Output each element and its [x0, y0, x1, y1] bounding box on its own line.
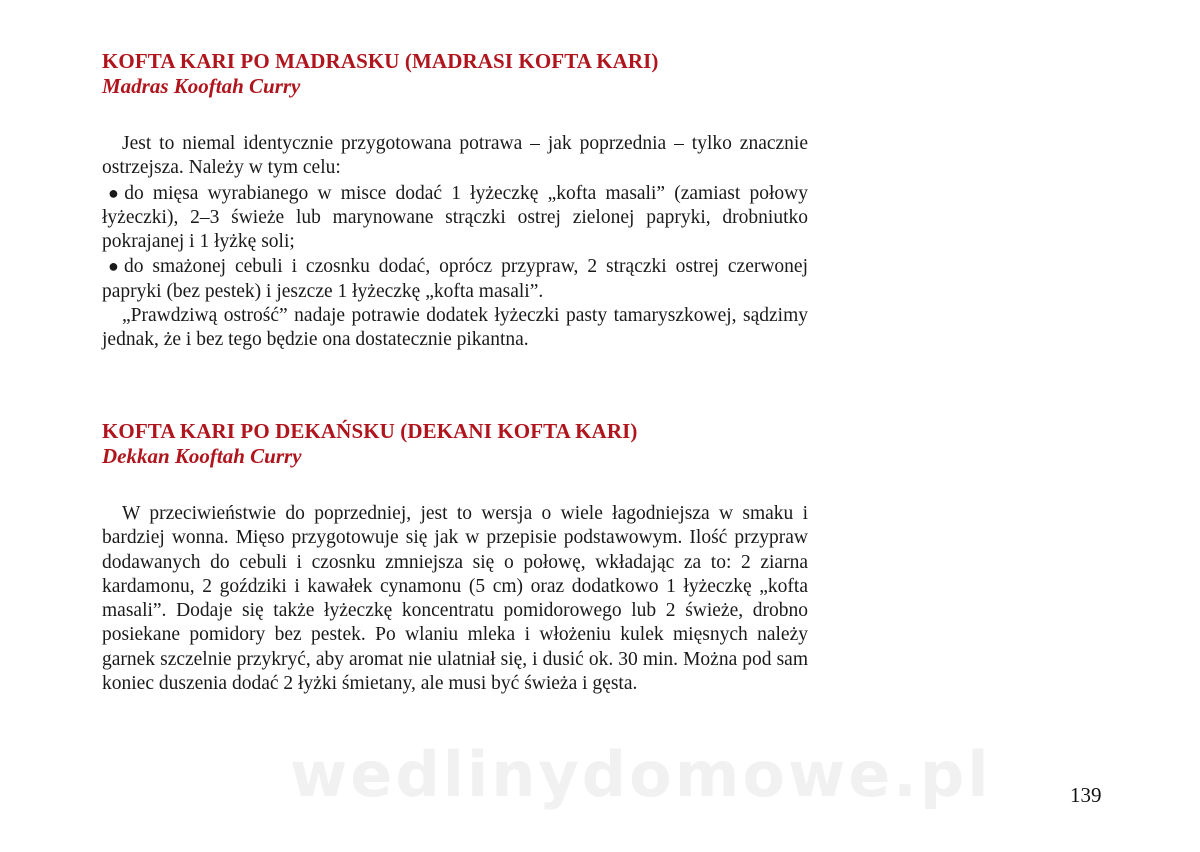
bullet-dot-icon: ● [108, 256, 119, 277]
closing-paragraph: „Prawdziwą ostrość” nadaje potrawie dodatek łyżeczki pasty tamaryszkowej, sądzimy jednak, że i bez tego będzie ona dostatecznie pikantna. [102, 305, 808, 351]
recipe-subtitle: Madras Kooftah Curry [102, 74, 301, 98]
list-item [102, 254, 808, 304]
recipe-body [102, 502, 808, 696]
list-item-text: do mięsa wyrabianego w misce dodać 1 łyżeczkę „kofta masali” (zamiast połowy łyżeczki), 2–3 świeże lub marynowane strączki ostrej zielonej papryki, drobniutko pokrajanej i 1 łyżkę soli; [102, 182, 808, 253]
page-number: 139 [1070, 783, 1102, 807]
recipe-title: KOFTA KARI PO DEKAŃSKU (DEKANI KOFTA KARI) [102, 419, 638, 443]
recipe-title: KOFTA KARI PO MADRASKU (MADRASI KOFTA KARI) [102, 49, 659, 73]
recipe-body [102, 132, 808, 353]
list-item-text: do smażonej cebuli i czosnku dodać, oprócz przypraw, 2 strączki ostrej czerwonej papryki (bez pestek) i jeszcze 1 łyżeczkę „kofta masali”. [102, 256, 808, 302]
bullet-dot-icon: ● [108, 182, 119, 203]
watermark: wedlinydomowe.pl [290, 738, 992, 811]
recipe-subtitle: Dekkan Kooftah Curry [102, 444, 302, 468]
intro-paragraph: Jest to niemal identycznie przygotowana potrawa – jak poprzednia – tylko znacznie ostrzejsza. Należy w tym celu: [102, 133, 808, 179]
list-item [102, 181, 808, 255]
recipe-dekan [102, 418, 810, 696]
body-paragraph: W przeciwieństwie do poprzedniej, jest to wersja o wiele łagodniejsza w smaku i bardziej wonna. Mięso przygotowuje się jak w przepisie podstawowym. Ilość przypraw dodawanych do cebuli i czosnku zmniejsza się o połowę, wkładając za to: 2 ziarna kardamonu, 2 goździki i kawałek cynamonu (5 cm) oraz dodatkowo 1 łyżeczkę „kofta masali”. Dodaje się także łyżeczkę koncentratu pomidorowego lub 2 świeże, drobno posiekane pomidory bez pestek. Po wlaniu mleka i włożeniu kulek mięsnych należy garnek szczelnie przykryć, aby aromat nie ulatniał się, i dusić ok. 30 min. Można pod sam koniec duszenia dodać 2 łyżki śmietany, ale musi być świeża i gęsta. [102, 503, 808, 695]
recipe-madras [102, 48, 810, 353]
